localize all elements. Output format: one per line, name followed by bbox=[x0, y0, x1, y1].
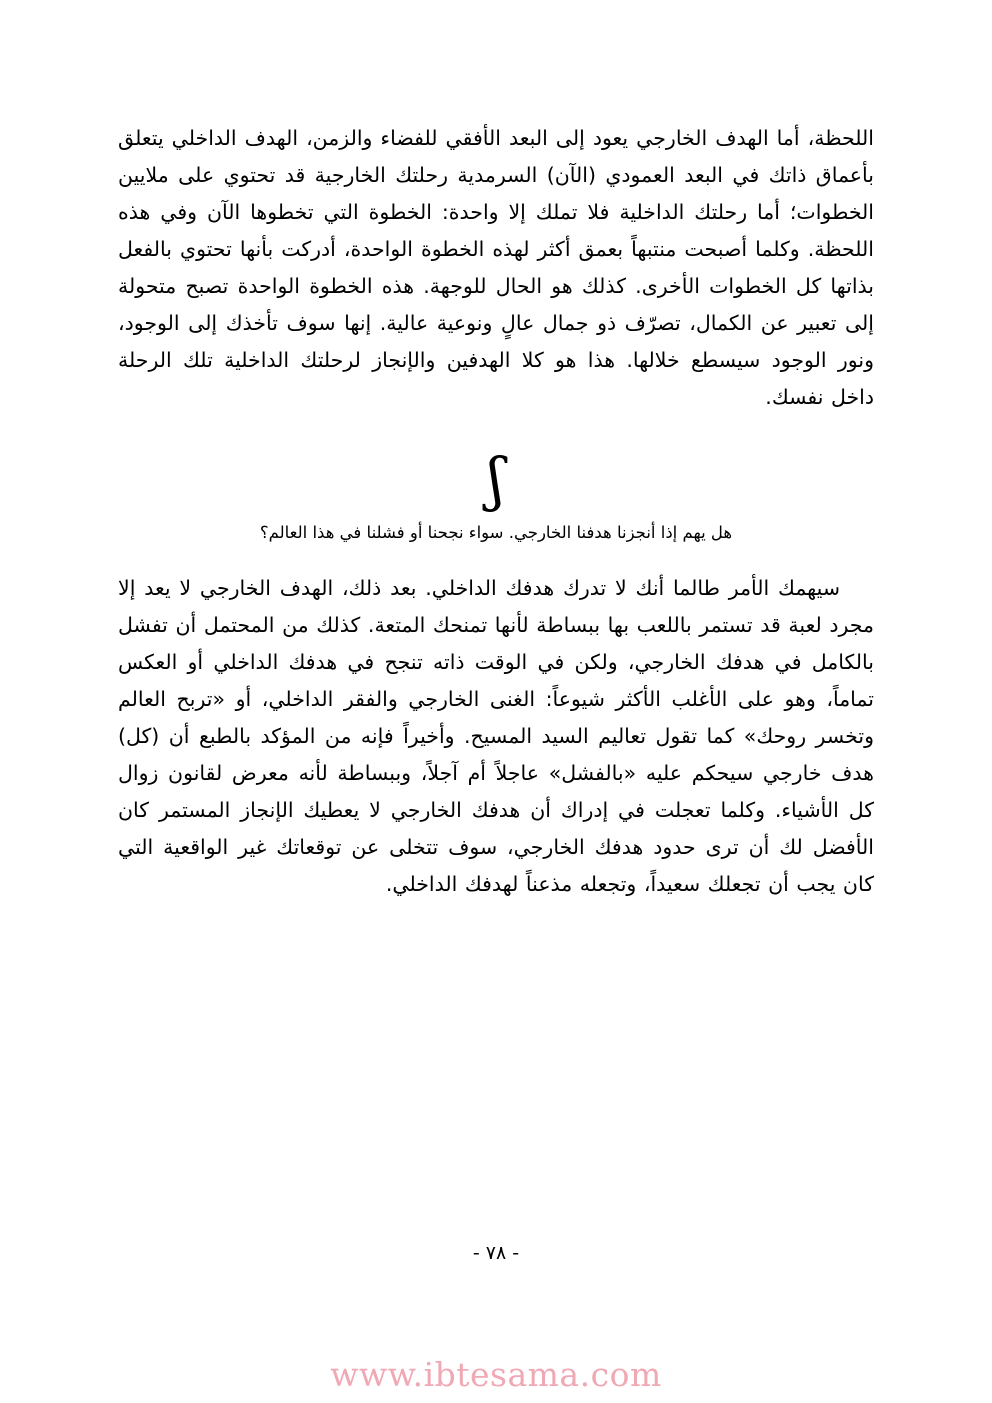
pull-quote-question: هل يهم إذا أنجزنا هدفنا الخارجي. سواء نجحنا أو فشلنا في هذا العالم؟ bbox=[259, 523, 733, 542]
page-content bbox=[118, 120, 874, 903]
paragraph-2: سيهمك الأمر طالما أنك لا تدرك هدفك الداخلي. بعد ذلك، الهدف الخارجي لا يعد إلا مجرد لعبة قد تستمر باللعب بها ببساطة لأنها تمنحك المتعة. كذلك من المحتمل أن تفشل بالكامل في هدفك الخارجي، ولكن في الوقت ذاته تنجح في هدفك الداخلي أو العكس تماماً، وهو على الأغلب الأكثر شيوعاً: الغنى الخارجي والفقر الداخلي، أو «تربح العالم وتخسر روحك» كما تقول تعاليم السيد المسيح. وأخيراً فإنه من المؤكد بالطبع أن (كل) هدف خارجي سيحكم عليه «بالفشل» عاجلاً أم آجلاً، وببساطة لأنه معرض لقانون زوال كل الأشياء. وكلما تعجلت في إدراك أن هدفك الخارجي لا يعطيك الإنجاز المستمر كان الأفضل لك أن ترى حدود هدفك الخارجي، سوف تتخلى عن توقعاتك غير الواقعية التي كان يجب أن تجعلك سعيداً، وتجعله مذعناً لهدفك الداخلي. bbox=[118, 576, 874, 896]
page-number: - ٧٨ - bbox=[472, 1242, 520, 1264]
paragraph-1: اللحظة، أما الهدف الخارجي يعود إلى البعد الأفقي للفضاء والزمن، الهدف الداخلي يتعلق بأعماق ذاتك في البعد العمودي (الآن) السرمدية رحلتك الخارجية قد تحتوي على ملايين الخطوات؛ أما رحلتك الداخلية فلا تملك إلا واحدة: الخطوة التي تخطوها الآن وفي هذه اللحظة. وكلما أصبحت منتبهاً بعمق أكثر لهذه الخطوة الواحدة، أدركت بأنها تحتوي بالفعل بذاتها كل الخطوات الأخرى. كذلك هو الحال للوجهة. هذه الخطوة الواحدة تصبح متحولة إلى تعبير عن الكمال، تصرّف ذو جمال عالٍ ونوعية عالية. إنها سوف تأخذك إلى الوجود، ونور الوجود سيسطع خلالها. هذا هو كلا الهدفين والإنجاز لرحلتك الداخلية تلك الرحلة داخل نفسك. bbox=[118, 126, 874, 409]
watermark: www.ibtesama.com bbox=[330, 1355, 662, 1394]
ornament-glyph: ʃ bbox=[488, 445, 504, 513]
spacer bbox=[118, 548, 874, 570]
